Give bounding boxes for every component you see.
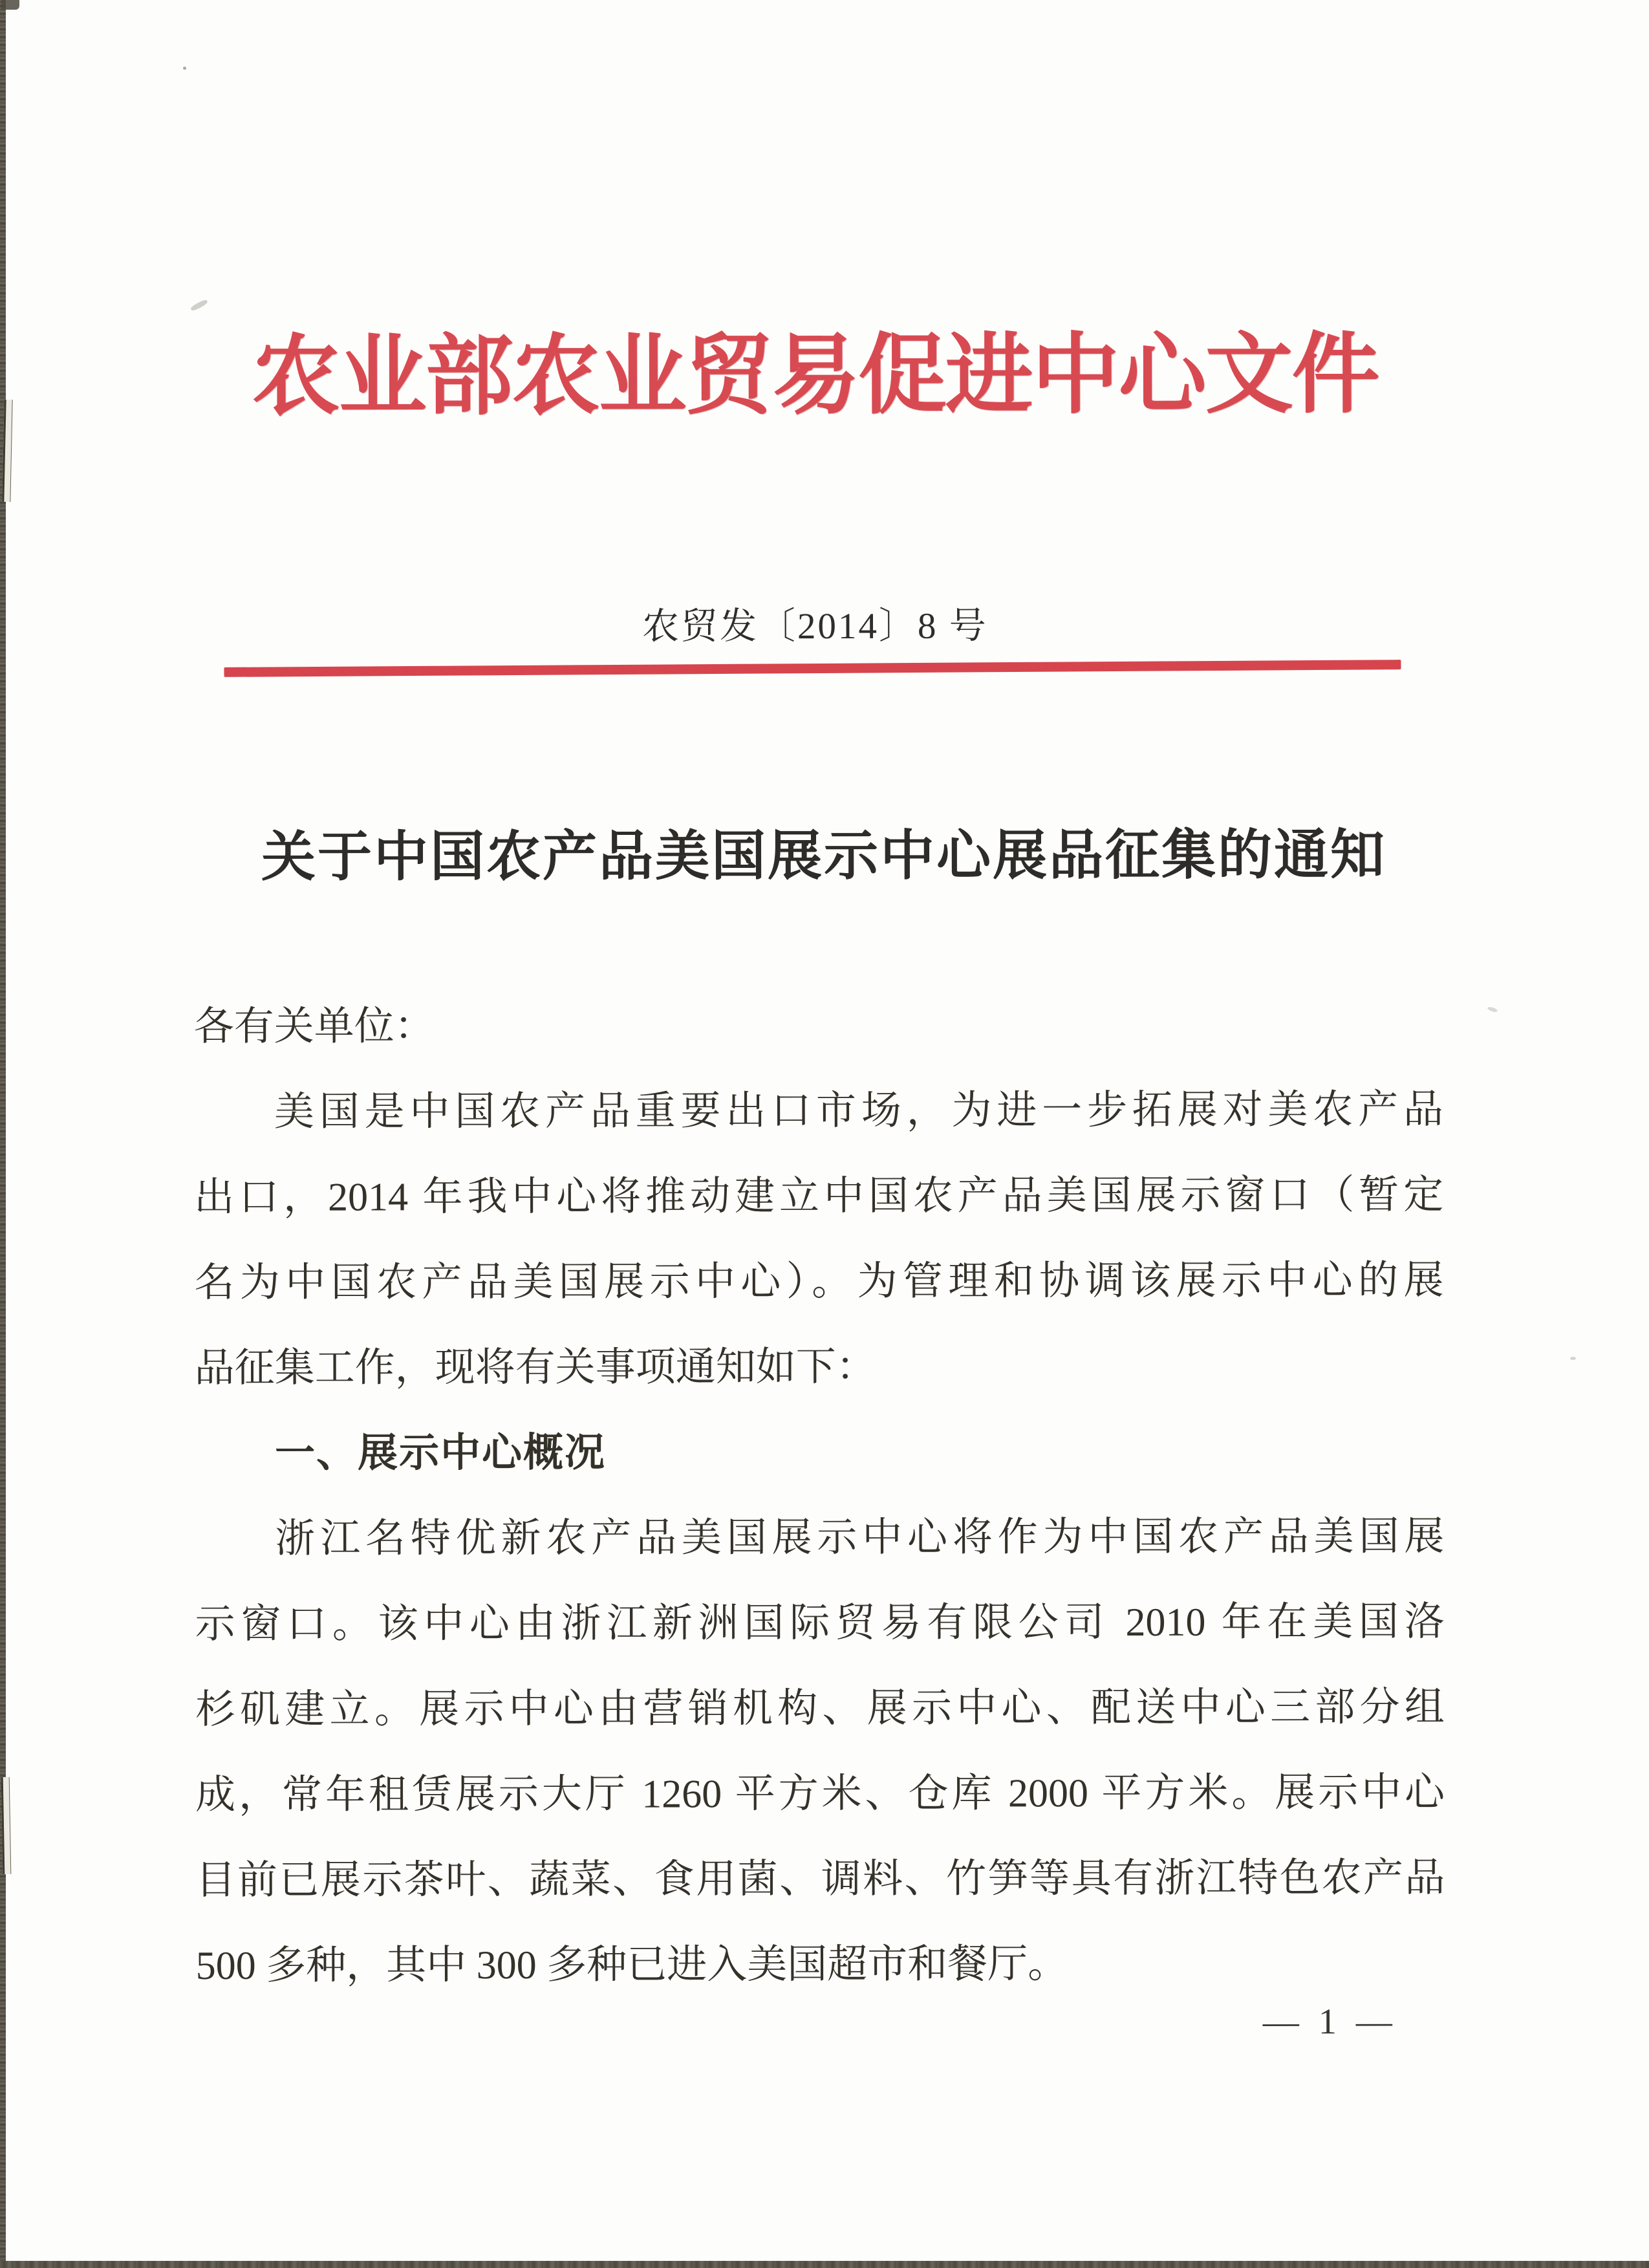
body-line: 杉矶建立。展示中心由营销机构、展示中心、配送中心三部分组	[195, 1685, 1445, 1733]
body-line: 浙江名特优新农产品美国展示中心将作为中国农产品美国展	[275, 1514, 1445, 1561]
red-divider-line	[224, 660, 1401, 677]
body-line: 500 多种，其中 300 多种已进入美国超市和餐厅。	[195, 1942, 1068, 1989]
scan-speck	[183, 67, 186, 70]
body-line: 目前已展示茶叶、蔬菜、食用菌、调料、竹笋等具有浙江特色农产品	[195, 1855, 1445, 1903]
section-heading: 一、展示中心概况	[274, 1430, 607, 1476]
body-line: 名为中国农产品美国展示中心）。为管理和协调该展示中心的展	[194, 1258, 1444, 1306]
document-reference-number: 农贸发〔2014〕8 号	[641, 605, 988, 647]
scan-edge-left-artifact	[0, 0, 6, 2268]
body-line: 出口，2014 年我中心将推动建立中国农产品美国展示窗口（暂定	[194, 1172, 1444, 1220]
document-title: 关于中国农产品美国展示中心展品征集的通知	[261, 825, 1387, 888]
body-line: 示窗口。该中心由浙江新洲国际贸易有限公司 2010 年在美国洛	[195, 1599, 1445, 1647]
page-number: — 1 —	[1262, 2002, 1397, 2042]
body-line: 成，常年租赁展示大厅 1260 平方米、仓库 2000 平方米。展示中心	[195, 1770, 1445, 1818]
body-line: 美国是中国农产品重要出口市场，为进一步拓展对美农产品	[274, 1087, 1443, 1134]
document-body	[194, 982, 1445, 2009]
agency-letterhead-title: 农业部农业贸易促进中心文件	[252, 327, 1379, 426]
scan-speck	[1570, 1357, 1576, 1360]
scan-edge-bottom-artifact	[0, 2261, 1649, 2268]
body-line: 品征集工作，现将有关事项通知如下：	[194, 1345, 876, 1391]
staple-mark-bottom	[1, 1777, 12, 1874]
scan-corner-mark	[1, 0, 19, 10]
salutation: 各有关单位：	[193, 1004, 435, 1050]
